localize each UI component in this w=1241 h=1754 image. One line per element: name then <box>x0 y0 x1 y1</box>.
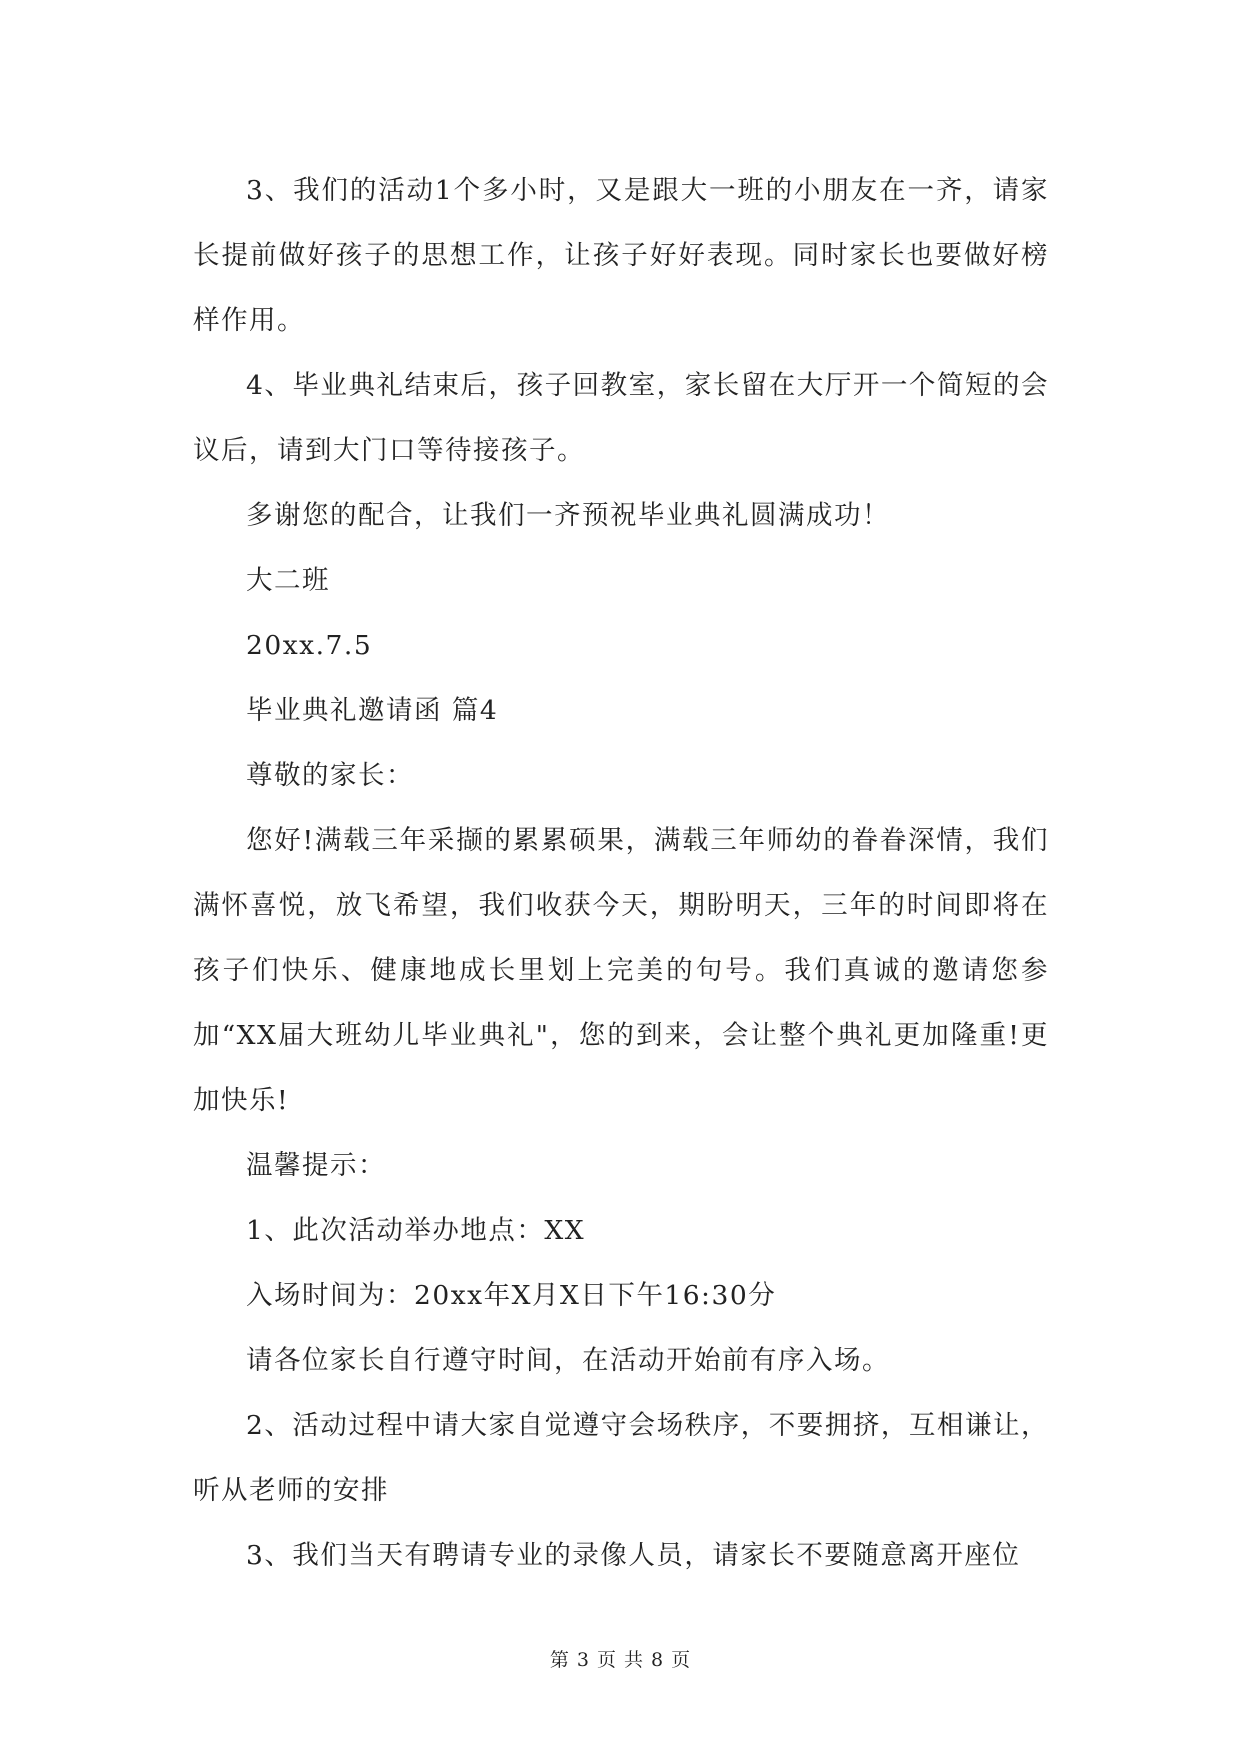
paragraph-thanks: 多谢您的配合，让我们一齐预祝毕业典礼圆满成功！ <box>246 500 890 531</box>
paragraph-invitation-body: 您好!满载三年采撷的累累硕果，满载三年师幼的眷眷深情，我们满怀喜悦，放飞希望，我们收获今天，期盼明天，三年的时间即将在孩子们快乐、健康地成长里划上完美的句号。我们真诚的邀请您参加“XX届大班幼儿毕业典礼"，您的到来，会让整个典礼更加隆重!更加快乐! <box>193 825 1049 1116</box>
salutation: 尊敬的家长： <box>246 760 414 791</box>
paragraph-entry-time: 入场时间为：20xx年X月X日下午16:30分 <box>246 1280 777 1311</box>
paragraph-item-3-activity-duration: 3、我们的活动1个多小时，又是跟大一班的小朋友在一齐，请家长提前做好孩子的思想工作，让孩子好好表现。同时家长也要做好榜样作用。 <box>193 175 1049 336</box>
signature-class-name: 大二班 <box>246 565 330 596</box>
document-body <box>193 158 1049 1588</box>
paragraph-item-2-order: 2、活动过程中请大家自觉遵守会场秩序，不要拥挤，互相谦让，听从老师的安排 <box>193 1410 1049 1506</box>
paragraph-item-3-video: 3、我们当天有聘请专业的录像人员，请家长不要随意离开座位 <box>246 1540 1021 1571</box>
paragraph-arrive-on-time: 请各位家长自行遵守时间，在活动开始前有序入场。 <box>246 1345 890 1376</box>
reminder-heading: 温馨提示： <box>246 1150 386 1181</box>
paragraph-item-4-after-ceremony: 4、毕业典礼结束后，孩子回教室，家长留在大厅开一个简短的会议后，请到大门口等待接孩子。 <box>193 370 1049 466</box>
page-footer: 第 3 页 共 8 页 <box>549 1649 692 1671</box>
signature-date: 20xx.7.5 <box>246 630 373 661</box>
section-heading: 毕业典礼邀请函 篇4 <box>246 695 499 726</box>
paragraph-item-1-location: 1、此次活动举办地点：XX <box>246 1215 586 1246</box>
